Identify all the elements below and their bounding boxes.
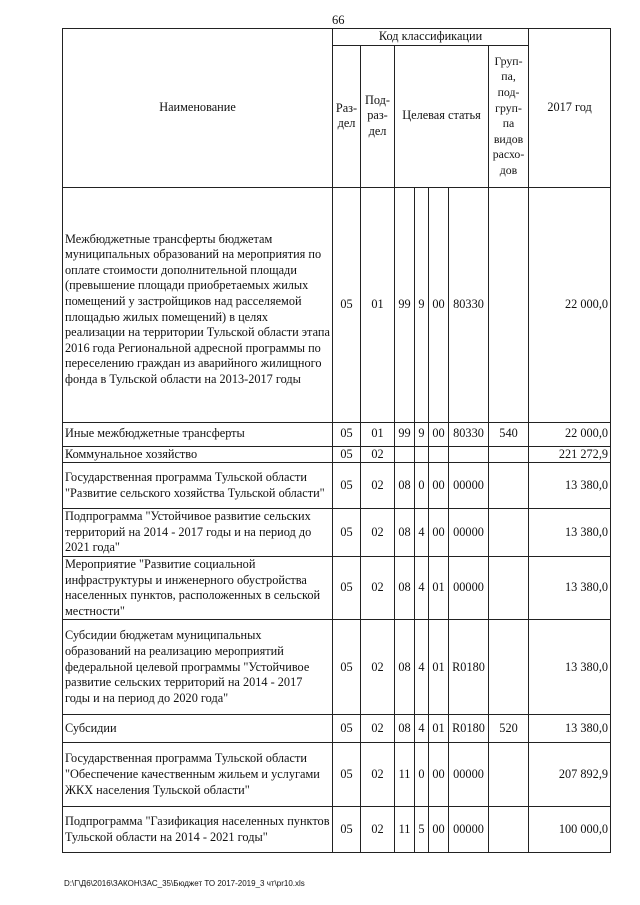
row-razdel: 05 bbox=[333, 463, 361, 509]
row-target-direction: 00000 bbox=[449, 743, 489, 807]
row-target-event: 00 bbox=[429, 743, 449, 807]
header-podrazdel: Под- раз- дел bbox=[361, 45, 395, 187]
row-name: Межбюджетные трансферты бюджетам муниципальных образований на мероприятия по оплате стоимости дополнительной площади (превышение площади приобретаемых жилых помещений у застройщиков над расселяемой площадью жилых помещений) в целях реализации на территории Тульской области этапа 2016 года Региональной адресной программы по переселению граждан из аварийного жилищного фонда в Тульской области на 2013-2017 годы bbox=[63, 187, 333, 422]
header-target-article: Целевая статья bbox=[395, 45, 489, 187]
row-expense-type: 520 bbox=[489, 715, 529, 743]
row-name: Субсидии bbox=[63, 715, 333, 743]
row-target-direction: 80330 bbox=[449, 187, 489, 422]
row-target-event: 00 bbox=[429, 509, 449, 557]
header-year: 2017 год bbox=[529, 29, 611, 188]
row-target-program: 11 bbox=[395, 807, 415, 853]
row-name: Иные межбюджетные трансферты bbox=[63, 422, 333, 446]
header-code-group: Код классификации bbox=[333, 29, 529, 46]
row-name: Коммунальное хозяйство bbox=[63, 446, 333, 463]
row-podrazdel: 02 bbox=[361, 715, 395, 743]
row-target-program: 08 bbox=[395, 715, 415, 743]
row-target-direction: 00000 bbox=[449, 807, 489, 853]
row-expense-type bbox=[489, 620, 529, 715]
row-name: Подпрограмма "Газификация населенных пунктов Тульской области на 2014 - 2021 годы" bbox=[63, 807, 333, 853]
table-row bbox=[63, 509, 611, 557]
row-target-program: 99 bbox=[395, 187, 415, 422]
row-amount: 221 272,9 bbox=[529, 446, 611, 463]
row-target-program bbox=[395, 446, 415, 463]
row-target-event: 01 bbox=[429, 620, 449, 715]
row-name: Субсидии бюджетам муниципальных образований на реализацию мероприятий федеральной целевой программы "Устойчивое развитие сельских территорий на 2014 - 2017 годы и на период до 2020 года" bbox=[63, 620, 333, 715]
table-row bbox=[63, 556, 611, 619]
row-name: Государственная программа Тульской области "Развитие сельского хозяйства Тульской области" bbox=[63, 463, 333, 509]
header-expense-type: Груп- па, под- груп- па видов расхо- дов bbox=[489, 45, 529, 187]
table-row bbox=[63, 187, 611, 422]
row-amount: 13 380,0 bbox=[529, 463, 611, 509]
row-target-program: 99 bbox=[395, 422, 415, 446]
row-amount: 22 000,0 bbox=[529, 422, 611, 446]
row-podrazdel: 02 bbox=[361, 446, 395, 463]
row-target-subprogram: 0 bbox=[415, 743, 429, 807]
row-target-program: 08 bbox=[395, 620, 415, 715]
row-target-direction: R0180 bbox=[449, 715, 489, 743]
row-expense-type bbox=[489, 446, 529, 463]
row-razdel: 05 bbox=[333, 807, 361, 853]
row-target-event: 00 bbox=[429, 463, 449, 509]
row-target-program: 08 bbox=[395, 509, 415, 557]
row-razdel: 05 bbox=[333, 422, 361, 446]
row-podrazdel: 02 bbox=[361, 620, 395, 715]
row-expense-type bbox=[489, 463, 529, 509]
row-target-event bbox=[429, 446, 449, 463]
row-target-subprogram: 4 bbox=[415, 509, 429, 557]
row-podrazdel: 02 bbox=[361, 807, 395, 853]
row-razdel: 05 bbox=[333, 715, 361, 743]
row-target-subprogram: 0 bbox=[415, 463, 429, 509]
row-expense-type bbox=[489, 743, 529, 807]
row-target-direction: 80330 bbox=[449, 422, 489, 446]
row-target-subprogram: 4 bbox=[415, 715, 429, 743]
row-amount: 22 000,0 bbox=[529, 187, 611, 422]
row-razdel: 05 bbox=[333, 187, 361, 422]
header-row-1 bbox=[63, 29, 611, 46]
row-target-direction: R0180 bbox=[449, 620, 489, 715]
row-amount: 100 000,0 bbox=[529, 807, 611, 853]
row-target-direction: 00000 bbox=[449, 509, 489, 557]
row-target-event: 01 bbox=[429, 556, 449, 619]
row-target-subprogram: 9 bbox=[415, 422, 429, 446]
row-amount: 13 380,0 bbox=[529, 620, 611, 715]
row-name: Государственная программа Тульской области "Обеспечение качественным жильем и услугами ЖКХ населения Тульской области" bbox=[63, 743, 333, 807]
row-target-event: 01 bbox=[429, 715, 449, 743]
table-row bbox=[63, 743, 611, 807]
row-podrazdel: 02 bbox=[361, 556, 395, 619]
row-amount: 13 380,0 bbox=[529, 556, 611, 619]
row-podrazdel: 01 bbox=[361, 422, 395, 446]
row-target-event: 00 bbox=[429, 187, 449, 422]
header-razdel: Раз- дел bbox=[333, 45, 361, 187]
table-row bbox=[63, 715, 611, 743]
row-razdel: 05 bbox=[333, 509, 361, 557]
row-target-subprogram: 5 bbox=[415, 807, 429, 853]
row-target-direction: 00000 bbox=[449, 556, 489, 619]
row-amount: 207 892,9 bbox=[529, 743, 611, 807]
row-amount: 13 380,0 bbox=[529, 715, 611, 743]
row-podrazdel: 02 bbox=[361, 509, 395, 557]
row-target-subprogram bbox=[415, 446, 429, 463]
table-row bbox=[63, 446, 611, 463]
row-target-event: 00 bbox=[429, 422, 449, 446]
budget-table bbox=[62, 28, 611, 853]
row-razdel: 05 bbox=[333, 446, 361, 463]
row-amount: 13 380,0 bbox=[529, 509, 611, 557]
row-podrazdel: 02 bbox=[361, 463, 395, 509]
row-podrazdel: 02 bbox=[361, 743, 395, 807]
row-target-subprogram: 9 bbox=[415, 187, 429, 422]
row-expense-type bbox=[489, 187, 529, 422]
row-target-subprogram: 4 bbox=[415, 556, 429, 619]
row-razdel: 05 bbox=[333, 620, 361, 715]
row-target-program: 08 bbox=[395, 463, 415, 509]
row-razdel: 05 bbox=[333, 743, 361, 807]
row-target-direction bbox=[449, 446, 489, 463]
table-row bbox=[63, 807, 611, 853]
footer-file-path: D:\Г\Д6\2016\ЗАКОН\ЗАС_35\Бюджет ТО 2017-2019_3 чт\pr10.xls bbox=[64, 879, 305, 888]
row-expense-type bbox=[489, 509, 529, 557]
row-expense-type bbox=[489, 807, 529, 853]
row-name: Мероприятие "Развитие социальной инфраструктуры и инженерного обустройства населенных пунктов, расположенных в сельской местности" bbox=[63, 556, 333, 619]
row-target-program: 11 bbox=[395, 743, 415, 807]
row-target-direction: 00000 bbox=[449, 463, 489, 509]
row-target-subprogram: 4 bbox=[415, 620, 429, 715]
row-razdel: 05 bbox=[333, 556, 361, 619]
page-number: 66 bbox=[332, 13, 345, 27]
row-podrazdel: 01 bbox=[361, 187, 395, 422]
table-row bbox=[63, 463, 611, 509]
row-expense-type: 540 bbox=[489, 422, 529, 446]
row-expense-type bbox=[489, 556, 529, 619]
header-name: Наименование bbox=[63, 29, 333, 188]
row-target-event: 00 bbox=[429, 807, 449, 853]
row-target-program: 08 bbox=[395, 556, 415, 619]
row-name: Подпрограмма "Устойчивое развитие сельских территорий на 2014 - 2017 годы и на период до 2021 года" bbox=[63, 509, 333, 557]
table-row bbox=[63, 422, 611, 446]
table-row bbox=[63, 620, 611, 715]
